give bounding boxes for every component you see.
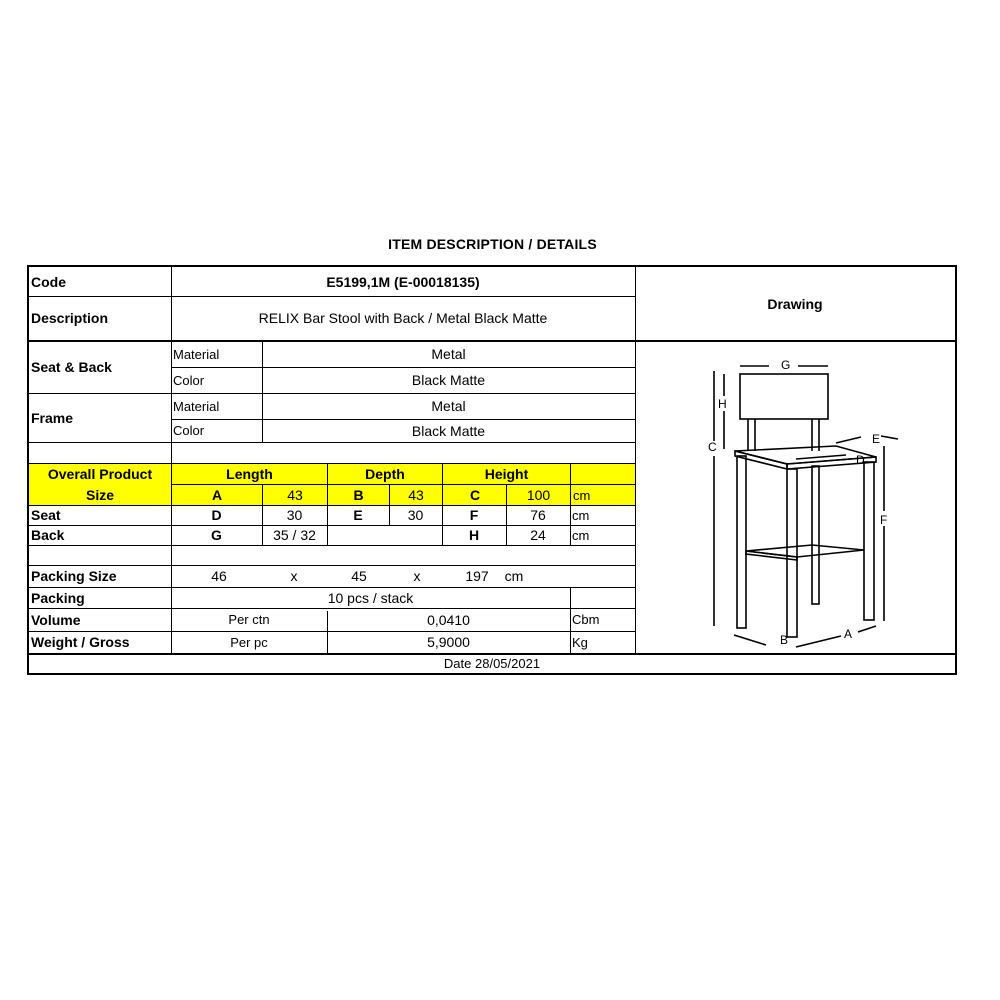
description-value: RELIX Bar Stool with Back / Metal Black Matte [258,310,548,326]
e-value: 30 [407,507,424,523]
packing-label: Packing [31,589,85,606]
seat-back-color-label: Color [173,372,205,388]
dim-b-text: B [780,633,789,647]
frame-material-label: Material [173,398,220,414]
c-value: 100 [507,485,570,505]
packing-size-x1: x [290,568,298,584]
overall-unit: cm [571,485,635,505]
volume-label: Volume [31,611,81,628]
g-label: G [211,527,222,543]
drawing-label: Drawing [767,295,823,312]
packing-size-length: 46 [211,568,227,584]
dim-d-text: D [856,453,865,467]
frame-color-label: Color [173,423,205,438]
packing-size-unit: cm [504,568,524,584]
dim-a-text: A [844,627,853,641]
e-label: E [353,507,363,523]
weight-value: 5,9000 [427,634,470,650]
seat-back-color: Black Matte [411,372,486,388]
frame-material: Metal [431,398,466,414]
d-value: 30 [286,507,303,523]
packing-size-x2: x [413,568,421,584]
f-value: 76 [530,507,546,523]
b-value: 43 [390,485,442,505]
seat-back-label: Seat & Back [31,359,112,375]
back-unit: cm [572,527,590,543]
volume-per: Per ctn [228,612,270,627]
overall-size-label-1: Overall Product [29,464,171,484]
weight-unit: Kg [572,634,588,650]
packing-value: 10 pcs / stack [327,589,414,606]
overall-size-label-2: Size [29,484,171,505]
f-label: F [469,507,479,523]
g-value: 35 / 32 [273,527,316,543]
date-text: Date 28/05/2021 [443,656,541,671]
a-value: 43 [263,485,327,505]
a-label: A [172,485,262,505]
height-header: Height [443,464,570,484]
dim-g-text: G [781,358,791,372]
packing-size-height: 197 [465,568,489,584]
seat-label: Seat [31,507,61,523]
h-value: 24 [530,527,546,543]
dim-c-text: C [708,440,717,454]
code-value: E5199,1M (E-00018135) [326,273,480,290]
frame-color: Black Matte [411,422,486,439]
weight-label: Weight / Gross [31,634,130,650]
seat-back-material: Metal [431,346,466,362]
volume-value: 0,0410 [427,611,470,628]
back-label: Back [31,527,65,543]
description-label: Description [31,310,109,326]
document-title: ITEM DESCRIPTION / DETAILS [388,236,597,252]
spec-sheet [27,265,957,675]
seat-unit: cm [572,507,590,523]
seat-back-material-label: Material [173,346,220,362]
code-label: Code [31,273,66,290]
weight-per: Per pc [230,634,268,650]
frame-label: Frame [31,409,74,426]
d-label: D [211,507,222,523]
unit-header-blank [571,464,635,484]
length-header: Length [172,464,327,484]
dim-f-text: F [880,513,888,527]
packing-size-label: Packing Size [31,568,117,584]
depth-header: Depth [328,464,442,484]
packing-size-width: 45 [351,568,367,584]
bar-stool-drawing-icon [636,341,954,652]
dim-h-text: H [718,397,727,411]
dim-e-text: E [872,432,881,446]
b-label: B [328,485,389,505]
volume-unit: Cbm [572,612,600,627]
c-label: C [443,485,507,505]
h-label: H [468,527,480,543]
